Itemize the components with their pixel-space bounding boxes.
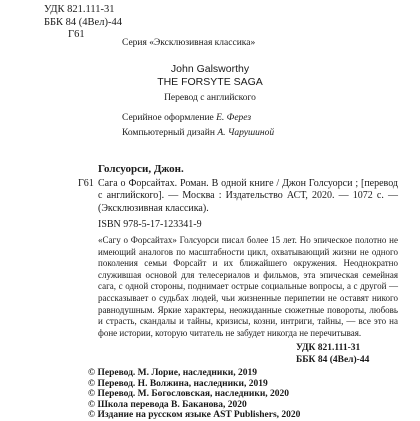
copyright-line: © Школа перевода В. Баканова, 2020 <box>88 399 247 410</box>
footer-udk-code: УДК 821.111-31 <box>296 343 361 353</box>
classification-block <box>44 4 122 42</box>
computer-design-name: А. Чарушиной <box>217 128 275 138</box>
footer-classification <box>296 342 369 366</box>
translation-note: Перевод с английского <box>164 93 256 103</box>
bibliography-author-sign: Г61 <box>78 178 94 189</box>
isbn: ISBN 978-5-17-123341-9 <box>98 219 202 230</box>
author-sign: Г61 <box>68 29 85 40</box>
computer-design-credit <box>122 128 274 138</box>
copyright-line: © Перевод. Н. Волжина, наследники, 2019 <box>88 378 268 389</box>
footer-bbk-code: ББК 84 (4Вел)-44 <box>296 355 370 365</box>
annotation: «Сагу о Форсайтах» Голсуорси писал более 15 лет. Но эпическое полотно не имеющий аналогов по масштабности цикл, охватывающий жизни не одного поколения семьи Форсайт и их ближайшего окружения. Неоднократно служившая основой для телесериалов и фильмов, эта эпическая семейная сага, с одной стороны, поднимает острые социальные вопросы, а с другой — рассказывает о судьбах людей, чьи жизненные перипетии не оставят никого равнодушным. Яркие характеры, неожиданные сюжетные повороты, любовь и страсть, скандалы и тайны, кризисы, козни, интриги, тайны, — все это на фоне истории, которую читатель не забудет никогда не перечитывая. <box>98 235 398 338</box>
computer-design-label: Компьютерный дизайн <box>122 128 215 138</box>
series-design-label: Серийное оформление <box>122 113 214 123</box>
copyright-line: © Издание на русском языке AST Publishers, 2020 <box>88 410 301 421</box>
bibliography-heading: Голсуорси, Джон. <box>98 163 184 175</box>
original-author: John Galsworthy <box>170 63 250 75</box>
bbk-code: ББК 84 (4Вел)-44 <box>44 16 122 28</box>
copyright-line: © Перевод. М. Богословская, наследники, 2020 <box>88 389 290 400</box>
series-design-credit <box>122 113 251 123</box>
series-design-name: Е. Ферез <box>216 113 252 123</box>
copyright-list <box>88 368 300 421</box>
copyright-line: © Перевод. М. Лорие, наследники, 2019 <box>88 368 258 378</box>
original-title: THE FORSYTE SAGA <box>157 76 263 88</box>
series-name: Серия «Эксклюзивная классика» <box>122 38 256 48</box>
udk-code: УДК 821.111-31 <box>44 4 115 15</box>
bibliography-description: Сага о Форсайтах. Роман. В одной книге / Джон Голсуорси ; [перевод с английского]. — Москва : Издательство АСТ, 2020. — 1072 с. — (Эксклюзивная классика). <box>98 178 398 214</box>
